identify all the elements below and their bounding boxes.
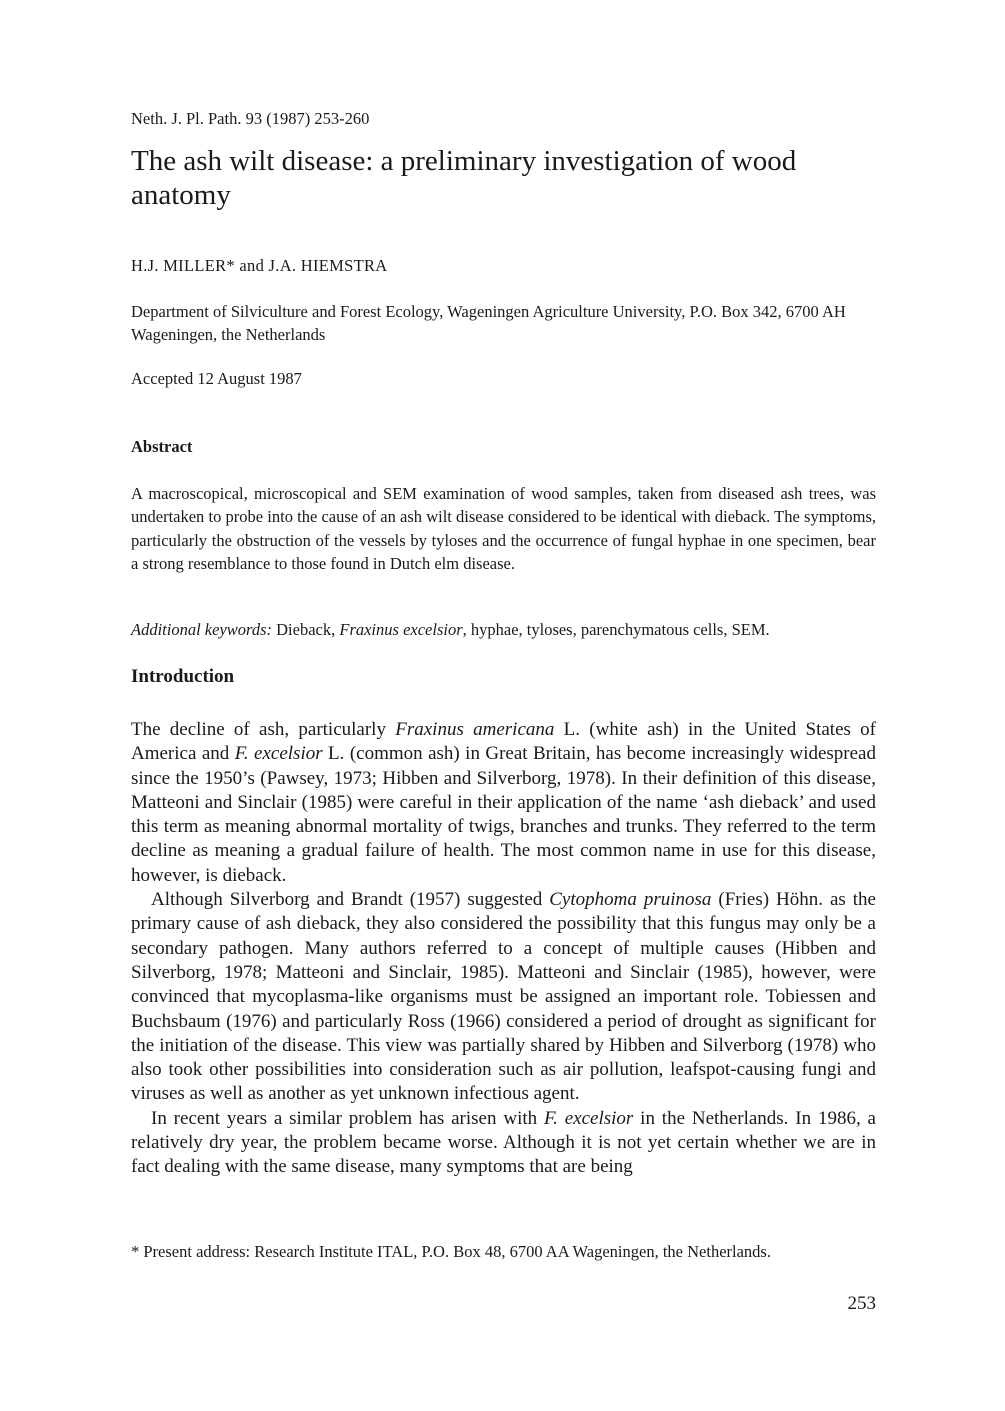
- p2-species-1: Cytophoma pruinosa: [549, 889, 712, 911]
- abstract-heading: Abstract: [131, 437, 193, 456]
- footnote: * Present address: Research Institute ITAL, P.O. Box 48, 6700 AA Wageningen, the Netherlands.: [131, 1242, 771, 1261]
- p2-text-b: (Fries) Höhn. as the primary cause of ash dieback, they also considered the possibility that this fungus may only be a secondary pathogen. Many authors referred to a concept of multiple causes (Hibben and Silverborg, 1978; Matteoni and Sinclair, 1985). Matteoni and Sinclair (1985), however, were convinced that mycoplasma-like organisms must be assigned an important role. Tobiessen and Buchsbaum (1976) and particularly Ross (1966) considered a period of drought as significant for the initiation of the disease. This view was partially shared by Hibben and Silverborg (1978) who also took other possibilities into consideration such as air pollution, leafspot-causing fungi and viruses as well as another as yet unknown infectious agent.: [131, 889, 876, 1105]
- intro-paragraph-3: [131, 1107, 876, 1180]
- intro-paragraph-2: [131, 888, 876, 1107]
- journal-reference: Neth. J. Pl. Path. 93 (1987) 253-260: [131, 109, 370, 128]
- keywords-part-1: Dieback,: [272, 620, 340, 639]
- p1-text-a: The decline of ash, particularly: [131, 719, 396, 740]
- p2-text-a: Although Silverborg and Brandt (1957) suggested: [151, 889, 550, 911]
- intro-paragraph-1: [131, 718, 876, 888]
- p3-text-b: in the Netherlands. In 1986, a relatively dry year, the problem became worse. Although it is not yet certain whether we are in fact dealing with the same disease, many symptoms that are being: [131, 1107, 876, 1178]
- introduction-heading: Introduction: [131, 666, 235, 687]
- abstract-text: A macroscopical, microscopical and SEM examination of wood samples, taken from diseased ash trees, was undertaken to probe into the cause of an ash wilt disease considered to be identical with dieback. The symptoms, particularly the obstruction of the vessels by tyloses and the occurrence of fungal hyphae in one specimen, bear a strong resemblance to those found in Dutch elm disease.: [131, 484, 876, 573]
- article-title: The ash wilt disease: a preliminary investigation of wood anatomy: [131, 145, 797, 211]
- author-list: H.J. MILLER* and J.A. HIEMSTRA: [131, 256, 388, 275]
- introduction-body: [131, 718, 876, 1180]
- author-affiliation: Department of Silviculture and Forest Ecology, Wageningen Agriculture University, P.O. Box 342, 6700 AH Wageningen, the Netherlands: [131, 302, 846, 344]
- p3-text-a: In recent years a similar problem has arisen with: [151, 1107, 544, 1129]
- p1-species-2: F. excelsior: [234, 743, 323, 765]
- p1-text-c: L. (common ash) in Great Britain, has become increasingly widespread since the 1950’s (Pawsey, 1973; Hibben and Silverborg, 1978). In their definition of this disease, Matteoni and Sinclair (1985) were careful in their application of the name ‘ash dieback’ and used this term as meaning abnormal mortality of twigs, branches and trunks. They referred to the term decline as meaning a gradual failure of health. The most common name in use for this disease, however, is dieback.: [131, 743, 876, 886]
- p1-text-b: L. (white ash) in the United States of America and: [131, 719, 876, 765]
- additional-keywords: [131, 620, 876, 640]
- keywords-label: Additional keywords:: [131, 620, 272, 639]
- p1-species-1: Fraxinus americana: [395, 719, 555, 740]
- page-number: 253: [847, 1293, 876, 1314]
- keywords-species: Fraxinus excelsior: [339, 620, 463, 639]
- p3-species-1: F. excelsior: [543, 1107, 634, 1129]
- keywords-part-2: , hyphae, tyloses, parenchymatous cells, SEM.: [462, 620, 770, 639]
- accepted-date: Accepted 12 August 1987: [131, 369, 302, 388]
